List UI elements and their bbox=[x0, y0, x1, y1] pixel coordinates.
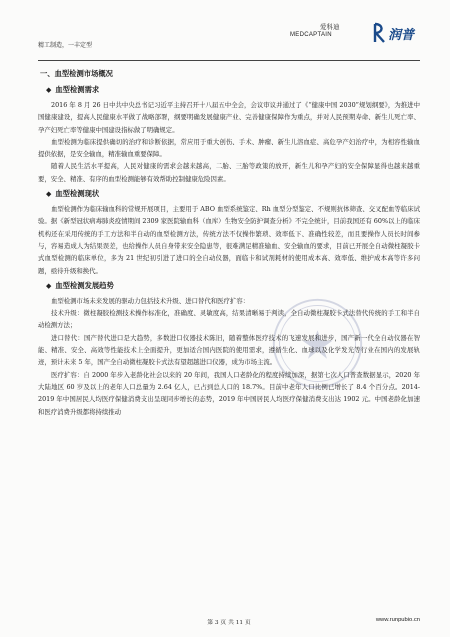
paragraph: 血型检测市场未来发展的驱动力包括技术升级、进口替代和医疗扩容： bbox=[51, 296, 250, 305]
page-header bbox=[38, 18, 420, 58]
diamond-bullet-icon: ◆ bbox=[46, 189, 52, 199]
diamond-bullet-icon: ◆ bbox=[46, 280, 52, 290]
footer-url: www.runpubio.cn bbox=[375, 617, 420, 623]
paragraph: 2016 年 8 月 26 日中共中央总书记习近平主持召开十八届五中全会，会议审议并通过了《“健康中国 2030”规划纲要》，为推进中国健康建设，提高人民健康水平做了战略部署，纲要明确发展健康产业、完善健康保障作为重点，并对人民预期寿命、新生儿死亡率、孕产妇死亡率等健康中国建设指标做了明确规定。 bbox=[38, 101, 420, 134]
subsection-heading-2 bbox=[46, 188, 420, 199]
paragraph: 随着人民生活水平提高，人民对健康的需求会越来越高，二胎、三胎等政策的放开，新生儿和孕产妇的安全保障显得也越来越重要，安全、精准、有序的血型检测能够有效帮助控制健康危险因素。 bbox=[38, 162, 420, 183]
subsection-heading-3 bbox=[46, 280, 420, 291]
paragraph: 血型检测作为临床输血科的常规开展项目，主要用于 ABO 血型系统鉴定、Rh 血型分型鉴定、不规则抗体筛查、交叉配血等临床试验。据《新型冠状病毒肺炎疫情期间 2309 家医院输血科（血库）生物安全防护调查分析》不完全统计，目前我国还有 60%以上的临床机构还在采用传统的手工方法和半自动的血型检测方法，传统方法不仅操作繁琐、效率低下、准确性较差，而且要操作人员长时间参与，容易造成人为结果误差，也给操作人员自身带来安全隐患等，很难满足精准输血、安全输血的要求，目前已开展全自动微柱凝胶卡式血型检测的临床单位，多为 21 世纪初引进了进口的全自动仪器，面临卡和试剂耗材的使用成本高、效率低、维护成本高等许多问题，亟待升级和换代。 bbox=[38, 205, 420, 275]
paragraph: 技术升级：微柱凝胶检测技术操作标准化，准确度、灵敏度高，结果清晰易于判读，全自动微柱凝胶卡式法替代传统的手工和半自动检测方法； bbox=[38, 309, 420, 330]
logo-cn: 爱科迪 bbox=[320, 23, 340, 31]
document-body bbox=[38, 68, 420, 418]
section-title: 一、血型检测市场概况 bbox=[40, 69, 113, 78]
header-divider bbox=[38, 60, 420, 61]
header-slogan: 精工制造，一丰定型 bbox=[38, 42, 93, 49]
logo-mark-icon bbox=[372, 22, 388, 44]
subsection-heading-1 bbox=[46, 84, 420, 95]
subsection-title: 血型检测现状 bbox=[55, 189, 100, 199]
page-number: 第 3 页 共 11 页 bbox=[207, 620, 251, 626]
subsection-title: 血型检测需求 bbox=[55, 85, 100, 94]
paragraph: 医疗扩容：自 2000 年步入老龄化社会以来的 20 年间，我国人口老龄化的程度持续加深，据第七次人口普查数据显示，2020 年大陆地区 60 岁及以上的老年人口总量为 2.64 亿人，已占到总人口的 18.7%。目前中老年人口比例已增长了 8.4 个百分点。2014-2019 年中国居民人均医疗保健消费支出呈现同步增长的态势，2019 年中国居民人均医疗保健消费支出达 1902 元。中国老龄化加速和医疗消费升级都将持续推动 bbox=[38, 370, 420, 416]
company-logo bbox=[290, 20, 420, 58]
paragraph: 进口替代：国产替代进口是大趋势，多数进口仪器技术陈旧，随着整体医疗技术的飞速发展和进步，国产新一代全自动仪器在智能、精准、安全、高效等性能技术上全面提升，更加适合国内医院的使用需求，遵循生化、血球以及化学发光等行业在国内的发展轨迹，预计未来 5 年，国产全自动微柱凝胶卡式法有望超越进口仪器，成为市场主流。 bbox=[38, 333, 420, 367]
logo-brand: 润普 bbox=[388, 27, 415, 42]
subsection-title: 血型检测发展趋势 bbox=[55, 280, 114, 290]
paragraph: 血型检测为临床提供确切的治疗和诊断依据，常应用于重大创伤、手术、肿瘤、新生儿溶血症、高危孕产妇治疗中，为相容性输血提供依据，是安全输血，精准输血重要保障。 bbox=[38, 137, 420, 159]
diamond-bullet-icon: ◆ bbox=[46, 85, 52, 94]
logo-en: MEDCAPTAIN bbox=[290, 32, 332, 38]
